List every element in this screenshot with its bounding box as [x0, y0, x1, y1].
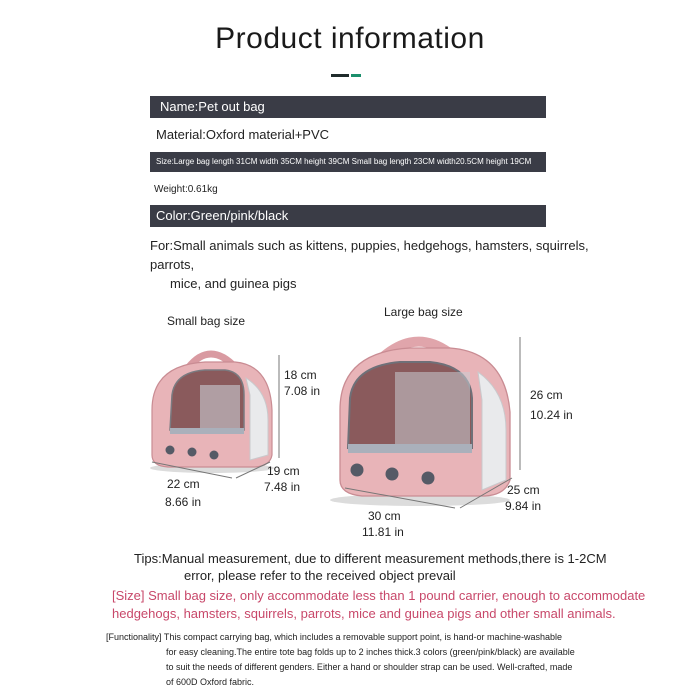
- small-height-in: 7.08 in: [284, 384, 321, 398]
- large-bag-window-mesh: [395, 372, 470, 446]
- small-length-cm: 22 cm: [167, 477, 200, 491]
- functionality-line3: to suit the needs of different genders. Either a hand or shoulder strap can be used. Well-crafted, made: [166, 662, 573, 672]
- functionality-line2: for easy cleaning.The entire tote bag folds up to 2 inches thick.3 colors (green/pink/black) are available: [166, 647, 575, 657]
- spec-for-line2: mice, and guinea pigs: [170, 276, 297, 291]
- small-length-dim: [165, 476, 201, 510]
- small-height-dim: [284, 367, 320, 399]
- tips: [134, 550, 654, 584]
- spec-color: Color:Green/pink/black: [150, 205, 546, 227]
- spec-material: Material:Oxford material+PVC: [156, 127, 330, 142]
- large-length-cm: 30 cm: [368, 509, 401, 523]
- small-bag-window-mesh: [200, 385, 240, 428]
- large-length-in: 11.81 in: [362, 525, 404, 539]
- large-width-dim: [505, 482, 541, 514]
- large-bag-hole: [351, 464, 364, 477]
- large-height-in: 10.24 in: [530, 408, 573, 422]
- large-bag-hole: [422, 472, 435, 485]
- tips-line1: Tips:Manual measurement, due to different measurement methods,there is 1-2CM: [134, 551, 607, 566]
- large-bag-hole: [386, 468, 399, 481]
- small-bag-hole: [166, 446, 175, 455]
- tips-line2: error, please refer to the received object prevail: [184, 568, 456, 583]
- small-bag-pad: [170, 428, 244, 434]
- large-length-dim: [362, 508, 404, 540]
- functionality-line4: of 600D Oxford fabric.: [166, 677, 255, 687]
- large-bag-label: Large bag size: [384, 305, 463, 319]
- spec-for-line1: For:Small animals such as kittens, puppies, hedgehogs, hamsters, squirrels, parrots,: [150, 238, 589, 272]
- small-bag-hole: [210, 451, 219, 460]
- functionality-line1: [Functionality] This compact carrying bag, which includes a removable support point, is hand-or machine-washable: [106, 632, 563, 642]
- small-length-in: 8.66 in: [165, 495, 202, 509]
- spec-size: Size:Large bag length 31CM width 35CM height 39CM Small bag length 23CM width20.5CM height 19CM: [150, 152, 546, 172]
- functionality-note: [106, 630, 686, 690]
- large-bag-image: [330, 342, 510, 506]
- small-width-dim: [264, 463, 300, 495]
- large-width-cm: 25 cm: [507, 483, 540, 497]
- small-bag-image: [150, 354, 274, 473]
- small-bag-label: Small bag size: [167, 314, 246, 328]
- large-height-cm: 26 cm: [530, 388, 563, 402]
- small-height-cm: 18 cm: [284, 368, 317, 382]
- size-note-line1: [Size] Small bag size, only accommodate less than 1 pound carrier, enough to accommodate: [112, 588, 646, 603]
- size-note-line2: hedgehogs, hamsters, squirrels, parrots, mice and guinea pigs and other small animals.: [112, 606, 616, 621]
- small-width-cm: 19 cm: [267, 464, 300, 478]
- large-height-dim: [530, 387, 573, 423]
- small-width-in: 7.48 in: [264, 480, 301, 494]
- spec-name: Name:Pet out bag: [150, 96, 546, 118]
- large-width-in: 9.84 in: [505, 499, 542, 513]
- small-bag-hole: [188, 448, 197, 457]
- large-bag-pad: [348, 444, 472, 453]
- size-note: [112, 587, 682, 623]
- spec-weight: Weight:0.61kg: [154, 184, 218, 195]
- page-title: Product information: [215, 22, 485, 55]
